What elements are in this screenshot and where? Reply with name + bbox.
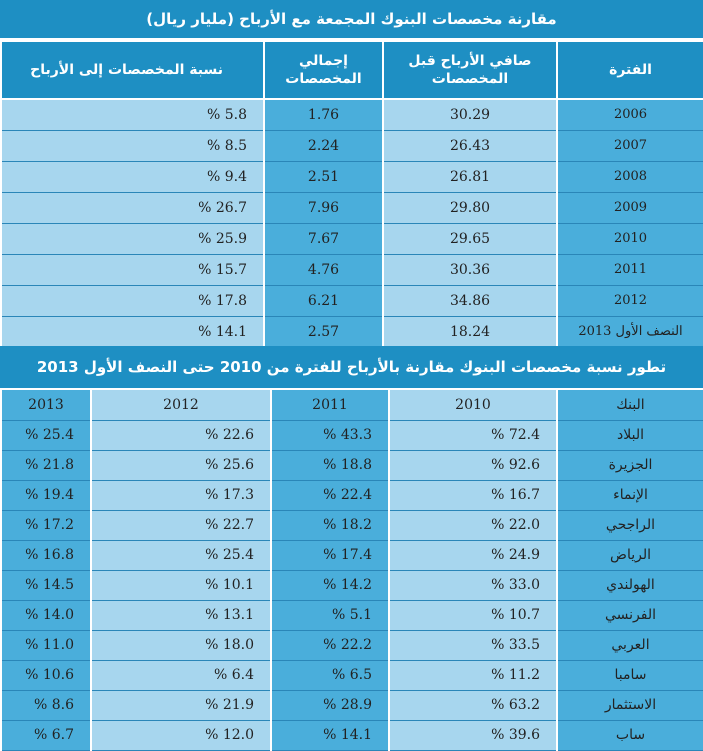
period-cell: 2008	[557, 161, 703, 192]
header-ratio: نسبة المخصصات إلى الأرباح	[1, 41, 264, 99]
value-2012-cell: % 17.3	[91, 480, 271, 510]
header-period: الفترة	[557, 41, 703, 99]
period-cell: 2007	[557, 130, 703, 161]
profit-cell: 26.43	[383, 130, 557, 161]
header-2011: 2011	[271, 390, 389, 420]
profit-cell: 18.24	[383, 316, 557, 347]
value-2012-cell: % 22.6	[91, 420, 271, 450]
value-2011-cell: % 5.1	[271, 600, 389, 630]
bank-name-cell: الهولندي	[557, 570, 703, 600]
ratio-cell: % 26.7	[1, 192, 264, 223]
ratio-cell: % 5.8	[1, 99, 264, 130]
value-2013-cell: % 11.0	[1, 630, 91, 660]
value-2010-cell: % 39.6	[389, 720, 557, 750]
table-row	[1, 254, 703, 285]
table-row	[1, 420, 703, 450]
table1-header-row	[1, 41, 703, 99]
table2-title: تطور نسبة مخصصات البنوك مقارنة بالأرباح للفترة من 2010 حتى النصف الأول 2013	[0, 346, 703, 388]
value-2010-cell: % 22.0	[389, 510, 557, 540]
value-2012-cell: % 10.1	[91, 570, 271, 600]
table-row	[1, 660, 703, 690]
ratio-cell: % 25.9	[1, 223, 264, 254]
provisions-cell: 4.76	[264, 254, 383, 285]
profit-cell: 34.86	[383, 285, 557, 316]
table-row	[1, 316, 703, 347]
profit-cell: 29.65	[383, 223, 557, 254]
bank-provisions-ratio-table	[0, 390, 703, 751]
bank-name-cell: الراجحي	[557, 510, 703, 540]
header-net-profit: صافي الأرباح قبل المخصصات	[383, 41, 557, 99]
period-cell: 2010	[557, 223, 703, 254]
value-2012-cell: % 25.6	[91, 450, 271, 480]
value-2012-cell: % 25.4	[91, 540, 271, 570]
table-row	[1, 630, 703, 660]
table-row	[1, 450, 703, 480]
provisions-vs-profits-table	[0, 40, 703, 348]
value-2011-cell: % 22.2	[271, 630, 389, 660]
value-2013-cell: % 14.0	[1, 600, 91, 630]
value-2013-cell: % 10.6	[1, 660, 91, 690]
ratio-cell: % 9.4	[1, 161, 264, 192]
value-2011-cell: % 6.5	[271, 660, 389, 690]
value-2012-cell: % 18.0	[91, 630, 271, 660]
table-row	[1, 130, 703, 161]
value-2010-cell: % 63.2	[389, 690, 557, 720]
provisions-cell: 6.21	[264, 285, 383, 316]
period-cell: 2011	[557, 254, 703, 285]
period-cell: 2009	[557, 192, 703, 223]
table-row	[1, 570, 703, 600]
provisions-cell: 7.67	[264, 223, 383, 254]
value-2010-cell: % 10.7	[389, 600, 557, 630]
table2-header-row	[1, 390, 703, 420]
table-row	[1, 99, 703, 130]
bank-name-cell: الجزيرة	[557, 450, 703, 480]
bank-name-cell: ساب	[557, 720, 703, 750]
value-2011-cell: % 18.2	[271, 510, 389, 540]
value-2010-cell: % 72.4	[389, 420, 557, 450]
value-2011-cell: % 43.3	[271, 420, 389, 450]
value-2012-cell: % 13.1	[91, 600, 271, 630]
profit-cell: 26.81	[383, 161, 557, 192]
value-2010-cell: % 33.5	[389, 630, 557, 660]
table-row	[1, 192, 703, 223]
table1-title: مقارنة مخصصات البنوك المجمعة مع الأرباح (مليار ريال)	[0, 0, 703, 38]
value-2012-cell: % 6.4	[91, 660, 271, 690]
value-2013-cell: % 8.6	[1, 690, 91, 720]
table-row	[1, 690, 703, 720]
table-row	[1, 223, 703, 254]
ratio-cell: % 17.8	[1, 285, 264, 316]
table-row	[1, 161, 703, 192]
provisions-cell: 7.96	[264, 192, 383, 223]
value-2011-cell: % 28.9	[271, 690, 389, 720]
value-2010-cell: % 11.2	[389, 660, 557, 690]
value-2013-cell: % 21.8	[1, 450, 91, 480]
header-2010: 2010	[389, 390, 557, 420]
value-2011-cell: % 22.4	[271, 480, 389, 510]
value-2010-cell: % 24.9	[389, 540, 557, 570]
value-2010-cell: % 33.0	[389, 570, 557, 600]
table-row	[1, 510, 703, 540]
bank-name-cell: الإنماء	[557, 480, 703, 510]
value-2010-cell: % 92.6	[389, 450, 557, 480]
bank-name-cell: الرياض	[557, 540, 703, 570]
bank-name-cell: العربي	[557, 630, 703, 660]
table-row	[1, 540, 703, 570]
value-2011-cell: % 18.8	[271, 450, 389, 480]
value-2013-cell: % 17.2	[1, 510, 91, 540]
header-bank: البنك	[557, 390, 703, 420]
value-2012-cell: % 22.7	[91, 510, 271, 540]
value-2013-cell: % 14.5	[1, 570, 91, 600]
table-row	[1, 480, 703, 510]
bank-name-cell: الفرنسي	[557, 600, 703, 630]
value-2011-cell: % 17.4	[271, 540, 389, 570]
value-2013-cell: % 6.7	[1, 720, 91, 750]
bank-name-cell: سامبا	[557, 660, 703, 690]
period-cell: 2012	[557, 285, 703, 316]
value-2013-cell: % 25.4	[1, 420, 91, 450]
value-2010-cell: % 16.7	[389, 480, 557, 510]
value-2011-cell: % 14.2	[271, 570, 389, 600]
value-2011-cell: % 14.1	[271, 720, 389, 750]
profit-cell: 29.80	[383, 192, 557, 223]
value-2012-cell: % 12.0	[91, 720, 271, 750]
provisions-cell: 1.76	[264, 99, 383, 130]
ratio-cell: % 15.7	[1, 254, 264, 285]
profit-cell: 30.29	[383, 99, 557, 130]
value-2012-cell: % 21.9	[91, 690, 271, 720]
ratio-cell: % 14.1	[1, 316, 264, 347]
bank-name-cell: البلاد	[557, 420, 703, 450]
value-2013-cell: % 16.8	[1, 540, 91, 570]
header-2012: 2012	[91, 390, 271, 420]
period-cell: النصف الأول 2013	[557, 316, 703, 347]
bank-name-cell: الاستثمار	[557, 690, 703, 720]
table-row	[1, 720, 703, 750]
ratio-cell: % 8.5	[1, 130, 264, 161]
provisions-cell: 2.51	[264, 161, 383, 192]
table-row	[1, 600, 703, 630]
header-2013: 2013	[1, 390, 91, 420]
profit-cell: 30.36	[383, 254, 557, 285]
table-row	[1, 285, 703, 316]
header-total-provisions: إجمالي المخصصات	[264, 41, 383, 99]
period-cell: 2006	[557, 99, 703, 130]
value-2013-cell: % 19.4	[1, 480, 91, 510]
provisions-cell: 2.57	[264, 316, 383, 347]
provisions-cell: 2.24	[264, 130, 383, 161]
